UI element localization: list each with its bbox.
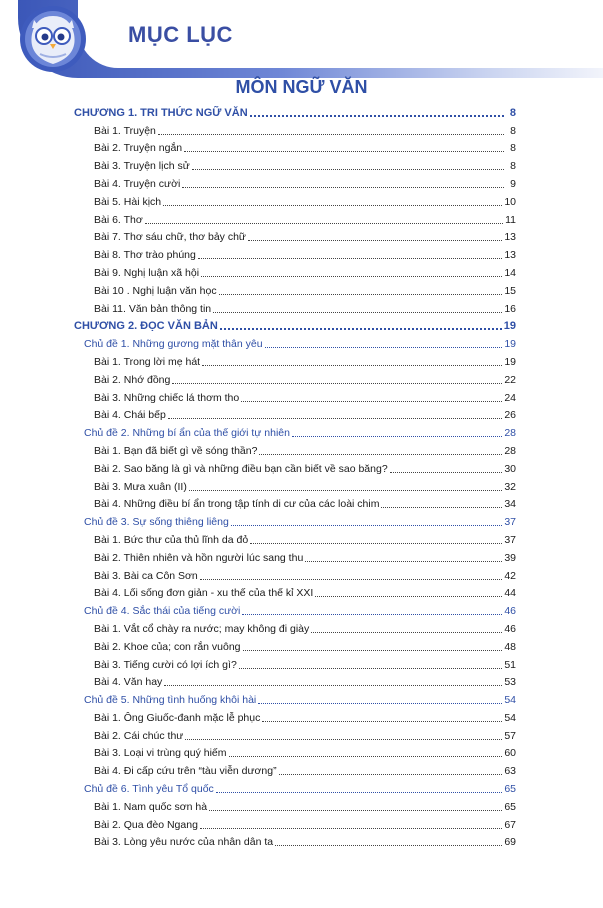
toc-page-number: 19: [504, 338, 516, 351]
toc-entry-label: Bài 2. Nhớ đồng: [94, 373, 171, 386]
toc-page-number: 63: [504, 765, 516, 778]
toc-topic-row[interactable]: [74, 689, 516, 707]
dot-leader: [202, 364, 502, 366]
subject-title: MÔN NGỮ VĂN: [235, 77, 368, 97]
dot-leader: [145, 222, 503, 224]
toc-chapter-row[interactable]: [74, 102, 516, 120]
toc-page-number: 13: [504, 249, 516, 262]
toc-lesson-row[interactable]: [74, 405, 516, 423]
toc-topic-row[interactable]: [74, 600, 516, 618]
toc-page-number: 13: [504, 231, 516, 244]
toc-entry-label: Chủ đề 6. Tình yêu Tổ quốc: [84, 783, 214, 796]
toc-entry-label: Bài 2. Cái chúc thư: [94, 729, 184, 742]
toc-page-number: 69: [504, 836, 516, 849]
toc-entry-label: Bài 4. Chái bếp: [94, 409, 166, 422]
toc-entry-label: Bài 5. Hài kịch: [94, 195, 162, 208]
toc-page-number: 39: [504, 551, 516, 564]
toc-entry-label: CHƯƠNG 1. TRI THỨC NGỮ VĂN: [74, 106, 248, 119]
owl-logo-icon: [18, 4, 88, 74]
dot-leader: [219, 293, 503, 295]
toc-lesson-row[interactable]: [74, 547, 516, 565]
toc-entry-label: Bài 3. Mưa xuân (II): [94, 480, 187, 493]
toc-page-number: 22: [504, 373, 516, 386]
toc-entry-label: Bài 2. Qua đèo Ngang: [94, 818, 198, 831]
toc-page-number: 30: [504, 462, 516, 475]
toc-page-number: 16: [504, 302, 516, 315]
toc-lesson-row[interactable]: [74, 209, 516, 227]
toc-entry-label: Bài 2. Thiên nhiên và hồn người lúc sang thu: [94, 551, 304, 564]
page-header: [0, 0, 603, 80]
dot-leader: [239, 667, 503, 669]
dot-leader: [209, 809, 502, 811]
dot-leader: [229, 755, 503, 757]
toc-page-number: 10: [504, 195, 516, 208]
toc-entry-label: Bài 3. Loại vi trùng quý hiếm: [94, 747, 227, 760]
toc-page-number: 8: [510, 160, 516, 173]
dot-leader: [168, 417, 503, 419]
toc-entry-label: Bài 1. Ông Giuốc-đanh mặc lễ phục: [94, 711, 261, 724]
toc-lesson-row[interactable]: [74, 191, 516, 209]
toc-lesson-row[interactable]: [74, 529, 516, 547]
dot-leader: [315, 595, 502, 597]
toc-entry-label: Chủ đề 3. Sự sống thiêng liêng: [84, 516, 229, 529]
toc-page-number: 24: [504, 391, 516, 404]
toc-page-number: 11: [505, 213, 516, 226]
toc-entry-label: Chủ đề 4. Sắc thái của tiếng cười: [84, 605, 241, 618]
dot-leader: [163, 204, 502, 206]
toc-lesson-row[interactable]: [74, 636, 516, 654]
toc-lesson-row[interactable]: [74, 618, 516, 636]
toc-entry-label: Bài 3. Lòng yêu nước của nhân dân ta: [94, 836, 274, 849]
toc-lesson-row[interactable]: [74, 280, 516, 298]
toc-page-number: 53: [504, 676, 516, 689]
dot-leader: [184, 150, 504, 152]
toc-page-number: 37: [504, 533, 516, 546]
toc-lesson-row[interactable]: [74, 476, 516, 494]
toc-lesson-row[interactable]: [74, 138, 516, 156]
toc-page-number: 8: [509, 106, 516, 119]
dot-leader: [292, 435, 502, 437]
toc-entry-label: Chủ đề 5. Những tình huống khôi hài: [84, 694, 257, 707]
dot-leader: [198, 257, 502, 259]
toc-page-number: 46: [504, 605, 516, 618]
toc-entry-label: Bài 10 . Nghị luận văn học: [94, 284, 217, 297]
dot-leader: [248, 239, 502, 241]
toc-page-number: 26: [504, 409, 516, 422]
toc-lesson-row[interactable]: [74, 814, 516, 832]
dot-leader: [390, 471, 503, 473]
dot-leader: [216, 791, 503, 793]
table-of-contents: [74, 102, 516, 849]
toc-entry-label: Bài 1. Bạn đã biết gì về sóng thần?: [94, 444, 258, 457]
toc-lesson-row[interactable]: [74, 173, 516, 191]
toc-page-number: 8: [510, 142, 516, 155]
toc-entry-label: Bài 1. Vắt cổ chày ra nước; may không đi giày: [94, 622, 310, 635]
toc-lesson-row[interactable]: [74, 743, 516, 761]
toc-page-number: 14: [504, 266, 516, 279]
dot-leader: [311, 631, 502, 633]
toc-topic-row[interactable]: [74, 333, 516, 351]
toc-page-number: 54: [504, 711, 516, 724]
toc-lesson-row[interactable]: [74, 494, 516, 512]
toc-page-number: 44: [504, 587, 516, 600]
dot-leader: [220, 327, 502, 330]
dot-leader: [200, 578, 503, 580]
toc-page-number: 32: [504, 480, 516, 493]
toc-entry-label: Bài 1. Truyện: [94, 124, 156, 137]
toc-lesson-row[interactable]: [74, 262, 516, 280]
toc-topic-row[interactable]: [74, 422, 516, 440]
toc-entry-label: Bài 6. Thơ: [94, 213, 143, 226]
toc-entry-label: Bài 4. Những điều bí ẩn trong tập tính di cư của các loài chim: [94, 498, 380, 511]
dot-leader: [262, 720, 502, 722]
toc-lesson-row[interactable]: [74, 440, 516, 458]
toc-lesson-row[interactable]: [74, 832, 516, 850]
toc-page-number: 9: [510, 177, 516, 190]
dot-leader: [164, 684, 502, 686]
toc-page-number: 37: [504, 516, 516, 529]
toc-entry-label: Bài 11. Văn bản thông tin: [94, 302, 212, 315]
toc-entry-label: Chủ đề 1. Những gương mặt thân yêu: [84, 338, 263, 351]
toc-lesson-row[interactable]: [74, 654, 516, 672]
toc-lesson-row[interactable]: [74, 244, 516, 262]
toc-page-number: 42: [504, 569, 516, 582]
toc-topic-row[interactable]: [74, 778, 516, 796]
toc-lesson-row[interactable]: [74, 672, 516, 690]
dot-leader: [213, 311, 502, 313]
dot-leader: [259, 453, 502, 455]
toc-page-number: 54: [504, 694, 516, 707]
toc-lesson-row[interactable]: [74, 565, 516, 583]
toc-entry-label: Bài 7. Thơ sáu chữ, thơ bảy chữ: [94, 231, 246, 244]
dot-leader: [172, 382, 502, 384]
toc-entry-label: Bài 9. Nghị luận xã hội: [94, 266, 200, 279]
toc-page-number: 60: [504, 747, 516, 760]
toc-page-number: 65: [504, 800, 516, 813]
dot-leader: [250, 542, 502, 544]
dot-leader: [189, 489, 502, 491]
toc-entry-label: Bài 4. Lối sống đơn giản - xu thế của thế kỉ XXI: [94, 587, 314, 600]
toc-lesson-row[interactable]: [74, 298, 516, 316]
toc-lesson-row[interactable]: [74, 120, 516, 138]
toc-entry-label: Bài 2. Sao băng là gì và những điều bạn cần biết về sao băng?: [94, 462, 388, 475]
dot-leader: [381, 506, 502, 508]
dot-leader: [275, 844, 502, 846]
toc-lesson-row[interactable]: [74, 707, 516, 725]
toc-entry-label: Bài 3. Bài ca Côn Sơn: [94, 569, 198, 582]
toc-entry-label: Bài 8. Thơ trào phúng: [94, 249, 196, 262]
toc-chapter-row[interactable]: [74, 316, 516, 334]
toc-page-number: 19: [503, 320, 516, 333]
toc-entry-label: Bài 2. Khoe của; con rắn vuông: [94, 640, 241, 653]
dot-leader: [200, 827, 502, 829]
toc-page-number: 46: [504, 622, 516, 635]
toc-lesson-row[interactable]: [74, 227, 516, 245]
toc-lesson-row[interactable]: [74, 155, 516, 173]
dot-leader: [243, 649, 503, 651]
header-band: [18, 0, 603, 78]
toc-lesson-row[interactable]: [74, 458, 516, 476]
toc-lesson-row[interactable]: [74, 351, 516, 369]
dot-leader: [192, 168, 504, 170]
dot-leader: [241, 400, 502, 402]
toc-entry-label: CHƯƠNG 2. ĐỌC VĂN BẢN: [74, 320, 218, 333]
toc-lesson-row[interactable]: [74, 583, 516, 601]
dot-leader: [279, 773, 503, 775]
toc-page-number: 28: [504, 427, 516, 440]
toc-entry-label: Bài 4. Văn hay: [94, 676, 163, 689]
toc-page-number: 34: [504, 498, 516, 511]
dot-leader: [158, 133, 504, 135]
toc-lesson-row[interactable]: [74, 725, 516, 743]
toc-entry-label: Chủ đề 2. Những bí ẩn của thế giới tự nhiên: [84, 427, 290, 440]
toc-lesson-row[interactable]: [74, 387, 516, 405]
toc-page-number: 48: [504, 640, 516, 653]
toc-page-number: 65: [504, 783, 516, 796]
toc-page-number: 67: [504, 818, 516, 831]
toc-page-number: 19: [504, 355, 516, 368]
dot-leader: [185, 738, 502, 740]
toc-entry-label: Bài 1. Trong lời mẹ hát: [94, 355, 201, 368]
toc-lesson-row[interactable]: [74, 796, 516, 814]
dot-leader: [305, 560, 502, 562]
toc-entry-label: Bài 3. Tiếng cười có lợi ích gì?: [94, 658, 237, 671]
dot-leader: [231, 524, 503, 526]
dot-leader: [201, 275, 502, 277]
toc-page-number: 8: [510, 124, 516, 137]
page-title: MỤC LỤC: [128, 22, 233, 47]
dot-leader: [265, 346, 503, 348]
dot-leader: [258, 702, 502, 704]
toc-entry-label: Bài 4. Đi cấp cứu trên “tàu viễn dương”: [94, 765, 277, 778]
toc-entry-label: Bài 2. Truyện ngắn: [94, 142, 183, 155]
toc-lesson-row[interactable]: [74, 760, 516, 778]
toc-entry-label: Bài 1. Nam quốc sơn hà: [94, 800, 208, 813]
toc-page-number: 28: [504, 444, 516, 457]
toc-entry-label: Bài 4. Truyện cười: [94, 177, 181, 190]
dot-leader: [182, 186, 504, 188]
toc-lesson-row[interactable]: [74, 369, 516, 387]
toc-entry-label: Bài 1. Bức thư của thủ lĩnh da đỏ: [94, 533, 249, 546]
toc-page-number: 57: [504, 729, 516, 742]
toc-page-number: 15: [504, 284, 516, 297]
toc-page-number: 51: [504, 658, 516, 671]
toc-topic-row[interactable]: [74, 511, 516, 529]
dot-leader: [242, 613, 502, 615]
toc-entry-label: Bài 3. Những chiếc lá thơm tho: [94, 391, 240, 404]
dot-leader: [250, 114, 504, 117]
toc-entry-label: Bài 3. Truyện lịch sử: [94, 160, 190, 173]
